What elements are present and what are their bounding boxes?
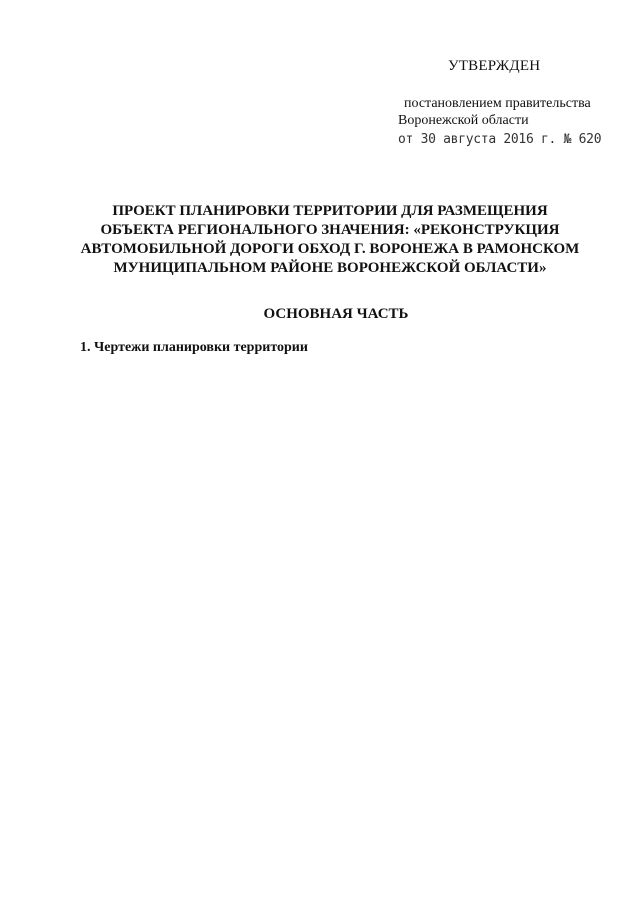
document-title-line: АВТОМОБИЛЬНОЙ ДОРОГИ ОБХОД Г. ВОРОНЕЖА В РАМОНСКОМ (80, 241, 580, 257)
document-title (70, 202, 590, 278)
approval-date-number: от 30 августа 2016 г. № 620 (398, 132, 602, 147)
approval-stamp-title: УТВЕРЖДЕН (448, 58, 541, 74)
document-title-line: МУНИЦИПАЛЬНОМ РАЙОНЕ ВОРОНЕЖСКОЙ ОБЛАСТИ» (113, 260, 547, 276)
approval-region-line: Воронежской области (398, 113, 529, 128)
document-title-line: ПРОЕКТ ПЛАНИРОВКИ ТЕРРИТОРИИ ДЛЯ РАЗМЕЩЕНИЯ (112, 203, 548, 219)
document-title-line: ОБЪЕКТА РЕГИОНАЛЬНОГО ЗНАЧЕНИЯ: «РЕКОНСТРУКЦИЯ (100, 222, 560, 238)
section-heading: ОСНОВНАЯ ЧАСТЬ (263, 306, 409, 322)
approval-authority-line: постановлением правительства (404, 96, 591, 111)
contents-list-item: 1. Чертежи планировки территории (80, 340, 308, 355)
